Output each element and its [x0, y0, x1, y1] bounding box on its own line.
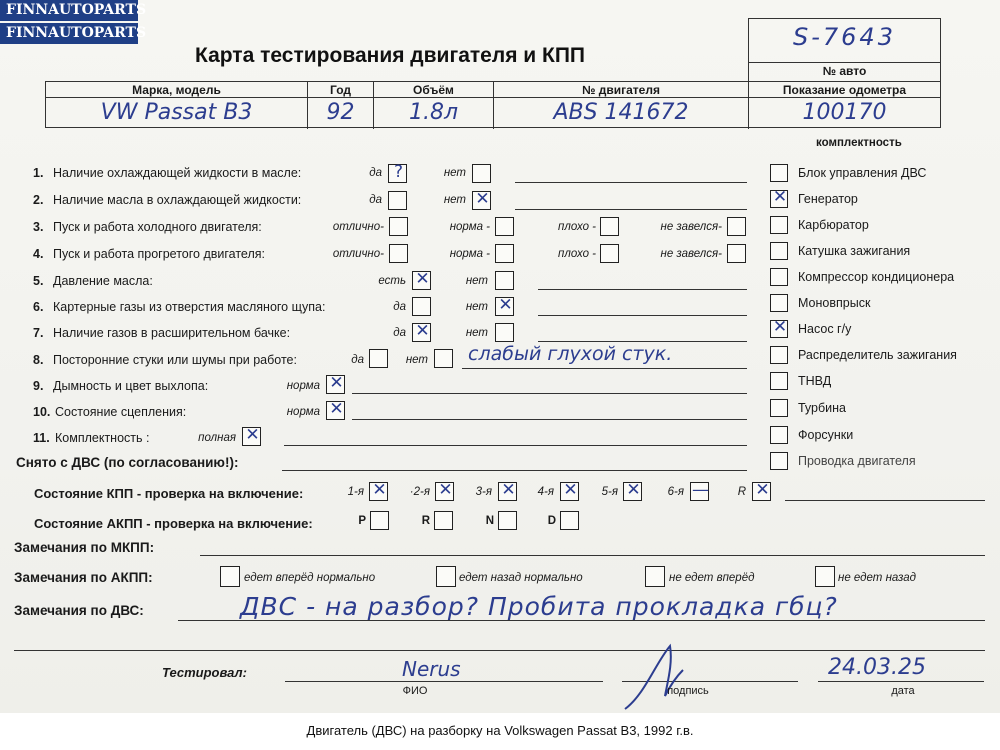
kpp-gear-2-label: ·2-я	[409, 486, 430, 498]
komplekt-wiring-checkbox[interactable]	[770, 452, 788, 470]
akpp-no-forward-label: не едет вперёд	[669, 572, 755, 584]
tester-name: Nerus	[402, 657, 461, 681]
volume-cell	[374, 82, 494, 129]
kpp-gear-3-label: 3-я	[475, 486, 492, 498]
q6-note-line	[538, 315, 747, 316]
q6-num: 6.	[33, 300, 44, 314]
q2-yes-checkbox[interactable]	[388, 191, 407, 210]
kpp-gear-2-checkbox[interactable]	[435, 482, 454, 501]
q7-note-line	[538, 341, 747, 342]
q8-text: Посторонние стуки или шумы при работе:	[53, 353, 297, 367]
akpp-remarks-label: Замечания по АКПП:	[14, 570, 153, 585]
q9-normal-checkbox[interactable]	[326, 375, 345, 394]
year-label: Год	[308, 82, 373, 98]
q8-num: 8.	[33, 353, 44, 367]
kpp-gear-1-mark: ✕	[372, 480, 387, 500]
odometer-value: 100170	[802, 100, 887, 125]
avto-label: № авто	[748, 62, 941, 81]
q4-opt-excellent: отлично-	[332, 248, 384, 260]
odometer-cell	[749, 82, 940, 129]
komplekt-ecu-label: Блок управления ДВС	[798, 166, 927, 180]
signature-caption: подпись	[667, 685, 709, 697]
year-value: 92	[326, 100, 355, 125]
kpp-gear-r-checkbox[interactable]	[752, 482, 771, 501]
akpp-backward-ok-label: едет назад нормально	[459, 572, 583, 584]
kpp-gear-4-label: 4-я	[537, 486, 554, 498]
akpp-no-forward-checkbox[interactable]	[645, 566, 665, 587]
kpp-gear-6-label: 6-я	[667, 486, 684, 498]
make-value: VW Passat B3	[100, 100, 253, 125]
q7-opt-no: нет	[465, 327, 488, 339]
q2-note-line	[515, 209, 747, 210]
kpp-gear-r-label: R	[737, 486, 746, 498]
kpp-gear-5-mark: ✕	[626, 480, 641, 500]
akpp-gear-d-label: D	[547, 515, 556, 527]
logo-finnautoparts-2: FINNAUTOPARTS	[0, 23, 138, 44]
q7-num: 7.	[33, 326, 44, 340]
q5-text: Давление масла:	[53, 274, 153, 288]
kpp-note-line	[785, 500, 985, 501]
q3-nostart-checkbox[interactable]	[727, 217, 746, 236]
q6-opt-no: нет	[465, 301, 488, 313]
sheet-number-box	[748, 18, 941, 64]
komplekt-turbo-checkbox[interactable]	[770, 399, 788, 417]
removed-label: Снято с ДВС (по согласованию!):	[16, 455, 239, 470]
engine-number-label: № двигателя	[494, 82, 748, 98]
tested-by-label: Тестировал:	[162, 665, 247, 680]
removed-line	[282, 470, 747, 471]
q7-yes-mark: ✕	[415, 321, 430, 341]
volume-value: 1.8л	[408, 100, 459, 125]
akpp-gear-p-label: P	[358, 515, 366, 527]
q9-opt-normal: норма	[286, 380, 320, 392]
komplekt-distributor-label: Распределитель зажигания	[798, 348, 957, 362]
q4-nostart-checkbox[interactable]	[727, 244, 746, 263]
komplekt-injectors-label: Форсунки	[798, 428, 854, 442]
q3-num: 3.	[33, 220, 44, 234]
q3-normal-checkbox[interactable]	[495, 217, 514, 236]
q10-note-line	[352, 419, 747, 420]
q10-normal-mark: ✕	[329, 399, 344, 419]
q8-note-line	[462, 368, 747, 369]
q1-no-checkbox[interactable]	[472, 164, 491, 183]
engine-number-cell	[494, 82, 749, 129]
q4-opt-nostart: не завелся-	[660, 248, 722, 260]
kpp-gear-6-checkbox[interactable]	[690, 482, 709, 501]
odometer-label: Показание одометра	[749, 82, 940, 98]
komplekt-wiring-label: Проводка двигателя	[798, 454, 916, 468]
q6-no-checkbox[interactable]	[495, 297, 514, 316]
kpp-gear-1-checkbox[interactable]	[369, 482, 388, 501]
q11-opt-full: полная	[198, 432, 236, 444]
make-label: Марка, модель	[46, 82, 307, 98]
komplekt-ecu-checkbox[interactable]	[770, 164, 788, 182]
komplekt-injectors-checkbox[interactable]	[770, 426, 788, 444]
komplekt-ac-compressor-checkbox[interactable]	[770, 268, 788, 286]
q4-text: Пуск и работа прогретого двигателя:	[53, 247, 265, 261]
komplekt-carburetor-checkbox[interactable]	[770, 216, 788, 234]
q10-text: Состояние сцепления:	[55, 405, 187, 419]
q7-text: Наличие газов в расширительном бачке:	[53, 326, 291, 340]
logo-finnautoparts: FINNAUTOPARTS	[0, 0, 138, 21]
kpp-gear-4-checkbox[interactable]	[560, 482, 579, 501]
q2-opt-yes: да	[369, 194, 382, 206]
q3-text: Пуск и работа холодного двигателя:	[53, 220, 262, 234]
q2-opt-no: нет	[443, 194, 466, 206]
q1-opt-yes: да	[369, 167, 382, 179]
q10-normal-checkbox[interactable]	[326, 401, 345, 420]
q1-text: Наличие охлаждающей жидкости в масле:	[53, 166, 302, 180]
akpp-gear-p-checkbox[interactable]	[370, 511, 389, 530]
komplekt-carburetor-label: Карбюратор	[798, 218, 869, 232]
q5-opt-no: нет	[465, 275, 488, 287]
q4-opt-normal: норма -	[449, 248, 490, 260]
q4-opt-bad: плохо -	[558, 248, 596, 260]
q6-text: Картерные газы из отверстия масляного щупа:	[53, 300, 326, 314]
komplekt-ac-compressor-label: Компрессор кондиционера	[798, 270, 955, 284]
engine-number-value: ABS 141672	[553, 100, 689, 125]
q7-no-checkbox[interactable]	[495, 323, 514, 342]
akpp-backward-ok-checkbox[interactable]	[436, 566, 456, 587]
q7-yes-checkbox[interactable]	[412, 323, 431, 342]
q2-text: Наличие масла в охлаждающей жидкости:	[53, 193, 302, 207]
q4-excellent-checkbox[interactable]	[389, 244, 408, 263]
q3-opt-nostart: не завелся-	[660, 221, 722, 233]
caption-bar	[0, 713, 1000, 750]
komplekt-title: комплектность	[816, 137, 902, 149]
q1-num: 1.	[33, 166, 44, 180]
image-caption: Двигатель (ДВС) на разборку на Volkswagen Passat B3, 1992 г.в.	[306, 723, 694, 738]
q9-normal-mark: ✕	[329, 373, 344, 393]
akpp-gear-n-checkbox[interactable]	[498, 511, 517, 530]
year-cell	[308, 82, 374, 129]
akpp-forward-ok-label: едет вперёд нормально	[244, 572, 376, 584]
q6-no-mark: ✕	[498, 295, 513, 315]
q11-note-line	[284, 445, 747, 446]
q8-no-checkbox[interactable]	[434, 349, 453, 368]
q3-opt-normal: норма -	[449, 221, 490, 233]
dvs-remarks-label: Замечания по ДВС:	[14, 603, 144, 618]
komplekt-ignition-coil-label: Катушка зажигания	[798, 244, 911, 258]
kpp-gear-3-checkbox[interactable]	[498, 482, 517, 501]
kpp-gear-5-label: 5-я	[601, 486, 618, 498]
q5-num: 5.	[33, 274, 44, 288]
q1-yes-mark: ?	[393, 162, 404, 182]
akpp-gear-n-label: N	[485, 515, 494, 527]
komplekt-generator-mark: ✕	[772, 187, 788, 206]
akpp-forward-ok-checkbox[interactable]	[220, 566, 240, 587]
komplekt-turbo-label: Турбина	[798, 401, 846, 415]
name-caption: ФИО	[402, 685, 428, 697]
q4-num: 4.	[33, 247, 44, 261]
form-title: Карта тестирования двигателя и КПП	[195, 44, 586, 67]
q11-full-checkbox[interactable]	[242, 427, 261, 446]
komplekt-ps-pump-checkbox[interactable]	[770, 317, 788, 338]
q1-yes-checkbox[interactable]	[388, 164, 407, 183]
akpp-no-backward-checkbox[interactable]	[815, 566, 835, 587]
q9-note-line	[352, 393, 747, 394]
q1-opt-no: нет	[443, 167, 466, 179]
komplekt-tnvd-label: ТНВД	[798, 374, 832, 388]
komplekt-tnvd-checkbox[interactable]	[770, 372, 788, 390]
q11-num: 11.	[33, 431, 50, 445]
kpp-gear-4-mark: ✕	[563, 480, 578, 500]
q10-opt-normal: норма	[286, 406, 320, 418]
komplekt-monoinjection-checkbox[interactable]	[770, 294, 788, 312]
akpp-gear-r-checkbox[interactable]	[434, 511, 453, 530]
q6-yes-checkbox[interactable]	[412, 297, 431, 316]
akpp-gear-r-label: R	[421, 515, 430, 527]
akpp-no-backward-label: не едет назад	[838, 572, 917, 584]
komplekt-ignition-coil-checkbox[interactable]	[770, 242, 788, 260]
date-line	[818, 681, 984, 682]
q2-num: 2.	[33, 193, 44, 207]
signature-scribble	[615, 634, 695, 713]
q5-yes-mark: ✕	[415, 269, 430, 289]
komplekt-generator-checkbox[interactable]	[770, 187, 788, 208]
name-line	[285, 681, 603, 682]
q4-normal-checkbox[interactable]	[495, 244, 514, 263]
kpp-gear-1-label: 1-я	[347, 486, 364, 498]
q6-opt-yes: да	[393, 301, 406, 313]
q3-excellent-checkbox[interactable]	[389, 217, 408, 236]
kpp-gear-2-mark: ✕	[438, 480, 453, 500]
date-caption: дата	[891, 685, 915, 697]
q2-no-mark: ✕	[475, 189, 490, 209]
q3-bad-checkbox[interactable]	[600, 217, 619, 236]
q11-text: Комплектность :	[55, 431, 150, 445]
date-value: 24.03.25	[828, 655, 926, 680]
dvs-remarks-line-2	[14, 650, 985, 651]
vehicle-header-table	[45, 81, 941, 128]
kpp-gear-5-checkbox[interactable]	[623, 482, 642, 501]
komplekt-monoinjection-label: Моновпрыск	[798, 296, 871, 310]
q9-text: Дымность и цвет выхлопа:	[53, 379, 209, 393]
q11-full-mark: ✕	[245, 425, 260, 445]
komplekt-distributor-checkbox[interactable]	[770, 346, 788, 364]
kpp-gear-6-mark: —	[692, 480, 709, 500]
sheet-number: S-7643	[793, 23, 896, 51]
dvs-remarks-value: ДВС - на разбор? Пробита прокладка гбц?	[240, 592, 838, 621]
komplekt-ps-pump-label: Насос г/у	[798, 322, 852, 336]
q8-yes-checkbox[interactable]	[369, 349, 388, 368]
mkpp-remarks-label: Замечания по МКПП:	[14, 540, 155, 555]
kpp-gear-3-mark: ✕	[501, 480, 516, 500]
kpp-gear-r-mark: ✕	[755, 480, 770, 500]
q8-handwritten-note: слабый глухой стук.	[468, 343, 673, 365]
q5-opt-yes: есть	[378, 275, 406, 287]
q8-opt-no: нет	[405, 354, 428, 366]
make-cell	[46, 82, 308, 129]
q5-yes-checkbox[interactable]	[412, 271, 431, 290]
komplekt-generator-label: Генератор	[798, 192, 858, 206]
akpp-gear-d-checkbox[interactable]	[560, 511, 579, 530]
q8-opt-yes: да	[351, 354, 364, 366]
q2-no-checkbox[interactable]	[472, 191, 491, 210]
q10-num: 10.	[33, 405, 51, 419]
akpp-label: Состояние АКПП - проверка на включение:	[34, 516, 313, 531]
komplekt-ps-pump-mark: ✕	[772, 317, 788, 336]
q3-opt-excellent: отлично-	[332, 221, 384, 233]
q5-no-checkbox[interactable]	[495, 271, 514, 290]
q3-opt-bad: плохо -	[558, 221, 596, 233]
q4-bad-checkbox[interactable]	[600, 244, 619, 263]
q1-note-line	[515, 182, 747, 183]
volume-label: Объём	[374, 82, 493, 98]
kpp-label: Состояние КПП - проверка на включение:	[34, 486, 304, 501]
q9-num: 9.	[33, 379, 44, 393]
q5-note-line	[538, 289, 747, 290]
q7-opt-yes: да	[393, 327, 406, 339]
mkpp-remarks-line	[200, 555, 985, 556]
